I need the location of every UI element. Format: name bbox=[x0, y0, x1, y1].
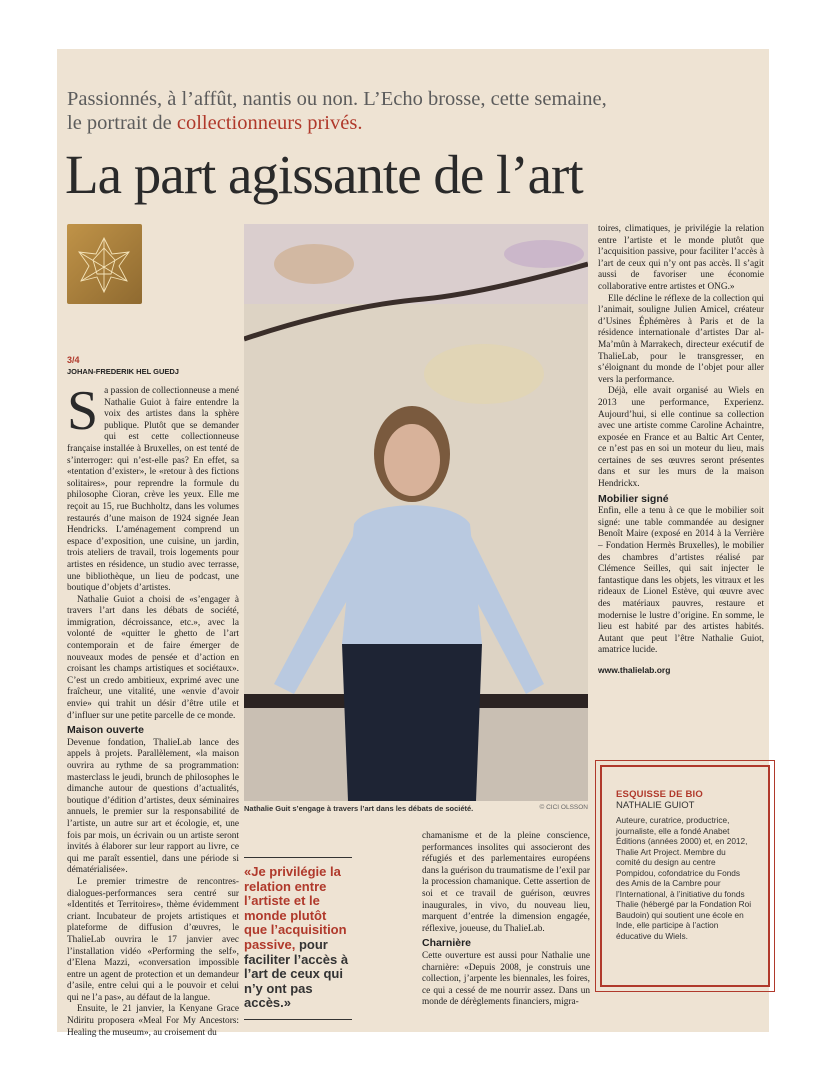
pull-quote bbox=[244, 857, 352, 1020]
bio-box bbox=[616, 789, 752, 941]
subheading: Charnière bbox=[422, 937, 472, 950]
paragraph: Le premier trimestre de rencontres-dialogues-performances sera centré sur «Identités et Territoires», thème évidemment criant. Incubateur de projets artistiques et plateforme de diffusion d’œuvres, le ThalieLab ouvrira le 17 janvier avec l’installation vidéo «Performing the self», d’Elena Mazzi, «conversation impossible entre un agent de protection et un demandeur d’asile, entre celui qui a le pouvoir et celui qui ne l’a pas», au défaut de la langue. bbox=[67, 876, 239, 1003]
paragraph: Sa passion de collectionneuse a mené Nathalie Guiot à faire entendre la voix des artistes dans la sphère publique. Plutôt que se demander qui est cette collectionneuse française installée à Bruxelles, on est tenté de s’interroger: qui n’est-elle pas? En effet, sa «tentation d’exister», le «retour à des fictions solitaires», pour reprendre la formule du philosophe Cioran, crève les yeux. Elle me reçoit au 15, rue Buchholtz, dans les volumes restaurés d’une maison de 1924 signée Jean Hendricks. L’aménagement comprend un espace d’exposition, une cuisine, un jardin, trois ateliers de travail, trois logements pour artistes en résidence, un studio avec terrasse, une bibliothèque, un lieu de podcast, une boutique d’objets d’artistes. bbox=[67, 380, 239, 594]
paragraph: Cette ouverture est aussi pour Nathalie une charnière: «Depuis 2008, je construis une collection, j’arpente les biennales, les foires, ce qui a cessé de me nourrir assez. Dans un monde de dérèglements financiers, migra- bbox=[422, 950, 590, 1008]
bio-name: NATHALIE GUIOT bbox=[616, 800, 695, 811]
paragraph: Déjà, elle avait organisé au Wiels en 2013 une performance, Experienz. Aujourd’hui, si elle continue sa collection avec une artiste comme Caroline Achaintre, exposée en France et au Baltic Art Center, ce n’est pas en soi un moteur du lieu, mais certaines de ses œuvres seront présentes dans et sur les murs de la maison Hendrickx. bbox=[598, 386, 764, 490]
byline-author: JOHAN-FREDERIK HEL GUEDJ bbox=[67, 367, 179, 376]
paragraph: toires, climatiques, je privilégie la relation entre l’artiste et le monde plutôt que l’acquisition passive, pour faciliter l’accès à l’art de ceux qui n’y ont pas accès. Il s’agit aussi de favoriser une économie collaborative entre artistes et ONG.» bbox=[598, 224, 764, 292]
column-1 bbox=[67, 380, 239, 1039]
website-link[interactable]: www.thalielab.org bbox=[598, 664, 671, 675]
dropcap: S bbox=[67, 380, 99, 442]
quote-rest: pour faciliter l’accès à l’art de ceux qui n’y ont pas accès.» bbox=[244, 936, 349, 1011]
bio-title: ESQUISSE DE BIO bbox=[616, 789, 703, 800]
series-logo bbox=[67, 224, 142, 304]
paragraph: Nathalie Guiot a choisi de «s’engager à travers l’art dans les débats de société, immigration, décroissance, etc.», avec la volonté de «quitter le ghetto de l’art contemporain et de faire émerger de nouveaux modes de pensée et d’action en croisant les champs artistiques et sociétaux». C’est un credo ambitieux, exprimé avec une fraîcheur, une vitalité, une «envie d’avoir envie» qui trahit un désir d’être utile et d’influer sur une petite parcelle de ce monde. bbox=[67, 594, 239, 721]
kicker-line-2: le portrait de bbox=[67, 112, 177, 134]
series-number: 3/4 bbox=[67, 355, 80, 365]
headline: La part agissante de l’art bbox=[65, 144, 583, 205]
photo-credit: © CICI OLSSON bbox=[539, 804, 588, 811]
caption-text: Nathalie Guit s’engage à travers l’art dans les débats de société. bbox=[244, 804, 474, 813]
portrait-photo bbox=[244, 224, 588, 801]
star-icon bbox=[67, 224, 142, 304]
quote-highlight: «Je privilégie la relation entre l’artiste et le monde plutôt que l’acquisition passive, bbox=[244, 864, 347, 952]
column-2 bbox=[422, 831, 590, 1009]
article-page bbox=[57, 49, 769, 1038]
kicker-highlight: collectionneurs privés. bbox=[176, 112, 363, 134]
column-3 bbox=[598, 224, 764, 677]
portrait-image bbox=[244, 224, 588, 801]
subheading: Mobilier signé bbox=[598, 492, 669, 505]
paragraph: chamanisme et de la pleine conscience, performances insolites qui associeront des réfugiés et des parlementaires européens dans la guérison du traumatisme de l’exil par la procession chamanique. Cette assertion de soi et ce travail de guérison, œuvres inaugurales, in vivo, du nouveau lieu, marquent d’entrée la dimension engagée, réflexive, joueuse, du ThalieLab. bbox=[422, 831, 590, 934]
paragraph: Enfin, elle a tenu à ce que le mobilier soit signé: une table commandée au designer Benoît Maire (exposé en 2014 à la Verrière – Fondation Hermès Bruxelles), le mobilier des chambres d’artistes réalisé par Clémence Seilles, qui sait injecter le fantastique dans les objets, les vitraux et les rideaux de Lionel Estève, qui œuvre avec des matériaux pauvres, restaure et modernise le lustre d’origine. En somme, le lieu est habité par des artistes habités. Autant que peut l’être Nathalie Guiot, amatrice lucide. bbox=[598, 506, 764, 656]
paragraph: Ensuite, le 21 janvier, la Kenyane Grace Ndiritu proposera «Meal For My Ancestors: Healing the museum», au croisement du bbox=[67, 1004, 239, 1038]
subheading: Maison ouverte bbox=[67, 724, 145, 737]
kicker bbox=[67, 87, 747, 135]
bio-text: Auteure, curatrice, productrice, journaliste, elle a fondé Anabet Éditions (années 2000) et, en 2012, Thalie Art Project. Membre du comité du design au centre Pompidou, cofondatrice du Fonds des Amis de la Cambre pour l’International, à l’initiative du fonds Thalie (hébergé par la Fondation Roi Baudoin) qui soutient une école en Inde, elle participe à l’action éducative du Wiels. bbox=[616, 815, 752, 941]
paragraph: Devenue fondation, ThalieLab lance des appels à projets. Parallèlement, «la maison ouvrira au rythme de sa programmation: masterclass le jeudi, brunch de philosophes le dimanche autour de questions d’actualités, boutique d’édition d’artistes, deux séminaires annuels, le premier sur la responsabilité de l’artiste, un autre sur art et écologie, et, une fois par mois, un écrivain ou un artiste seront invités à élaborer sur leur rapport au livre, ce qui me paraît essentiel, dans une période si dématérialisée». bbox=[67, 737, 239, 876]
photo-caption bbox=[244, 804, 588, 813]
kicker-line-1: Passionnés, à l’affût, nantis ou non. L’Echo brosse, cette semaine, bbox=[67, 88, 607, 110]
paragraph: Elle décline le réflexe de la collection qui l’animait, souligne Julien Amicel, créateur d’Usines Éphémères à Paris et de la résidence internationale d’artistes Dar al-Ma’mûn à Marrakech, directeur exécutif de ThalieLab, pour le transgresser, en s’éloignant du monde de l’objet pour aller vers la performance. bbox=[598, 293, 764, 385]
